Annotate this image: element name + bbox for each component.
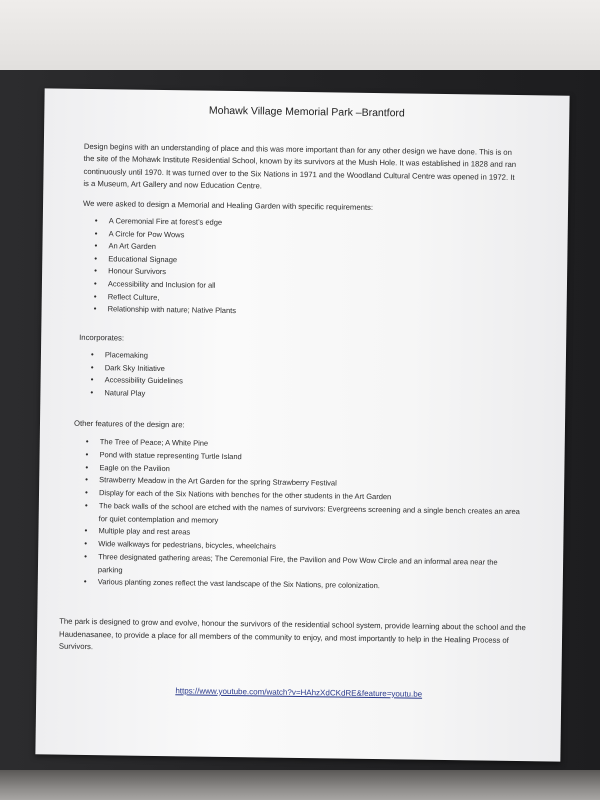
list-item: • An Art Garden	[94, 240, 524, 259]
list-item: • Eagle on the Pavilion	[85, 462, 525, 481]
list-item: • Accessibility and Inclusion for all	[94, 278, 524, 297]
wall-background	[0, 0, 600, 74]
document-title: Mohawk Village Memorial Park –Brantford	[208, 104, 405, 120]
document-sheet	[35, 88, 569, 761]
incorporates-list	[90, 349, 521, 405]
list-item: • Three designated gathering areas; The Ceremonial Fire, the Pavilion and Pow Wow Circle and an informal area near the parking	[84, 551, 524, 583]
list-item: • Reflect Culture,	[94, 291, 524, 310]
requirements-intro: We were asked to design a Memorial and Healing Garden with specific requirements:	[83, 198, 374, 212]
list-item: • Honour Survivors	[94, 265, 524, 284]
list-item: • Multiple play and rest areas	[84, 525, 524, 544]
incorporates-label: Incorporates:	[79, 332, 125, 343]
list-item: • A Ceremonial Fire at forest’s edge	[95, 215, 525, 234]
list-item: • Various planting zones reflect the vast landscape of the Six Nations, pre colonization.	[84, 576, 524, 595]
features-list	[84, 436, 526, 595]
youtube-link[interactable]: https://www.youtube.com/watch?v=HAhzXdCKdRE&feature=youtu.be	[175, 686, 423, 699]
list-item: • The Tree of Peace; A White Pine	[86, 436, 526, 455]
list-item: • Relationship with nature; Native Plants	[94, 303, 524, 322]
features-label: Other features of the design are:	[73, 418, 185, 430]
list-item: • Dark Sky Initiative	[91, 362, 521, 381]
list-item: • Natural Play	[90, 387, 520, 406]
list-item: • Display for each of the Six Nations with benches for the other students in the Art Garden	[85, 487, 525, 506]
closing-paragraph: The park is designed to grow and evolve, honour the survivors of the residential school system, provide learning about the school and the Haudenasanee, to provide a place for all members of the community to enjoy, and most importantly to help in the Healing Process of Survivors.	[58, 616, 526, 652]
list-item: • Strawberry Meadow in the Art Garden for the spring Strawberry Festival	[85, 474, 525, 493]
list-item: • Placemaking	[91, 349, 521, 368]
list-item: • Wide walkways for pedestrians, bicycles, wheelchairs	[84, 538, 524, 557]
list-item: • Pond with statue representing Turtle Island	[85, 449, 525, 468]
list-item: • Educational Signage	[94, 253, 524, 272]
intro-paragraph: Design begins with an understanding of place and this was more important than for any other design we have done. This is on the site of the Mohawk Institute Residential School, known by its survivors at the Mush Hole. It was established in 1828 and ran continuously until 1970. It was turned over to the Six Nations in 1971 and the Woodland Cultural Centre was opened in 1972. It is a Museum, Art Gallery and now Education Centre.	[83, 141, 517, 191]
list-item: • Accessibility Guidelines	[91, 374, 521, 393]
requirements-list	[94, 215, 525, 322]
floor-strip	[0, 770, 600, 800]
list-item: • A Circle for Pow Wows	[95, 228, 525, 247]
list-item: • The back walls of the school are etched with the names of survivors: Evergreens screening and a single bench creates an area for quiet contemplation and memory	[85, 500, 525, 532]
